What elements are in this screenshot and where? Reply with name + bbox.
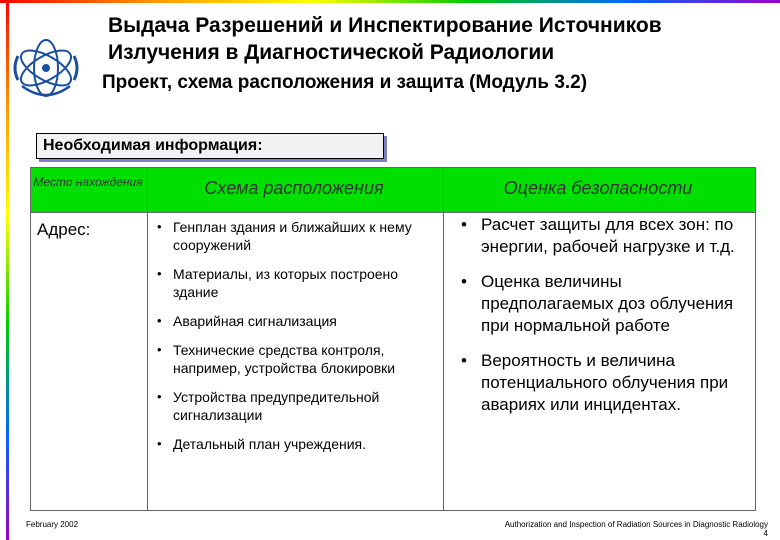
list-item: • Технические средства контроля, например, устройства блокировки — [155, 341, 441, 377]
footer-course — [496, 520, 768, 538]
list-item: • Вероятность и величина потенциального облучения при авариях или инцидентах. — [459, 350, 751, 416]
list-item: • Расчет защиты для всех зон: по энергии, рабочей нагрузке и т.д. — [459, 214, 751, 258]
info-table — [30, 167, 756, 511]
footer-date: February 2002 — [26, 520, 79, 529]
list-item: • Аварийная сигнализация — [155, 312, 441, 330]
column-divider — [147, 168, 148, 510]
slide-title — [102, 12, 768, 96]
header-scheme: Схема расположения — [204, 178, 384, 198]
safety-list — [459, 214, 751, 429]
list-item: • Материалы, из которых построено здание — [155, 265, 441, 301]
header-location: Место нахождения — [33, 175, 143, 189]
footer-page-number: 4 — [763, 529, 768, 538]
column-divider — [443, 168, 444, 510]
rainbow-top-bar — [0, 0, 780, 3]
header-divider — [31, 212, 755, 213]
list-item: • Генплан здания и ближайших к нему сооружений — [155, 218, 441, 254]
footer-course-title: Authorization and Inspection of Radiation Sources in Diagnostic Radiology — [504, 520, 768, 529]
list-item: • Детальный план учреждения. — [155, 435, 441, 453]
header-safety: Оценка безопасности — [503, 178, 693, 198]
list-item: • Устройства предупредительной сигнализации — [155, 388, 441, 424]
title-line-2: Излучения в Диагностической Радиологии — [108, 41, 555, 64]
iaea-logo-icon — [8, 30, 84, 106]
scheme-list — [155, 218, 441, 464]
list-item: • Оценка величины предполагаемых доз облучения при нормальной работе — [459, 271, 751, 337]
title-line-1: Выдача Разрешений и Инспектирование Источников — [108, 14, 662, 37]
title-line-3: Проект, схема расположения и защита (Модуль 3.2) — [102, 72, 588, 93]
address-label: Адрес: — [37, 220, 91, 239]
required-info-box: Необходимая информация: — [36, 133, 384, 159]
